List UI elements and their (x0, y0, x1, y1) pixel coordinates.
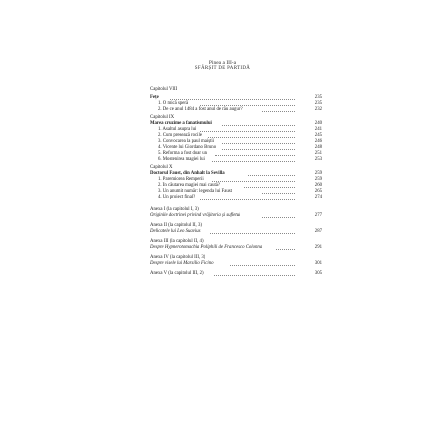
part-title: Pinea a III-a (208, 60, 237, 66)
toc-entry: 3. Convocarea la paul maiștii 246 (158, 139, 322, 144)
toc-entry: 2. În căutarea magiei mai caută? 260 (158, 183, 322, 188)
dot-leader (210, 233, 295, 234)
toc-annex-heading: Anexa I (la capitolul I, 3) (150, 207, 199, 212)
toc-entry: 2. De ce anul 1484 a fost anul de rău augur? 232 (158, 107, 322, 112)
dot-leader (262, 217, 295, 218)
toc-entry: 2. Cum presează rocile 245 (158, 133, 322, 138)
toc-entry: Marea cruzime a fanatismului 240 (150, 121, 322, 126)
toc-entry: 1. Paremiorea Remperii 259 (158, 177, 322, 182)
toc-entry: 1. O mică speră 235 (158, 101, 322, 106)
toc-entry: Fețe 235 (150, 95, 322, 100)
toc-annex-heading: Anexa IV (la capitolul III, 3) (150, 255, 206, 260)
toc-annex-heading: Anexa II (la capitolul II, 3) (150, 223, 202, 228)
toc-annex-entry: Anexa V (la capitolul III, 2) 305 (150, 271, 322, 276)
toc-annex-entry: Originile doctrinei privind vrăjitoria și sufletul 277 (150, 213, 322, 218)
dot-leader (214, 275, 295, 276)
toc-entry: 6. Mostenirea magiei lui 253 (158, 157, 322, 162)
dot-leader (212, 161, 295, 162)
toc-entry: 1. Asaltul asupra lui 241 (158, 127, 322, 132)
toc-annex-entry: Despre visele lui Marsilio Ficino 301 (150, 261, 322, 266)
part-subtitle: SFÂRȘIT DE PARTIDĂ (194, 66, 251, 71)
dot-leader (276, 249, 295, 250)
toc-annex-heading: Anexa III (la capitolul II, 4) (150, 239, 204, 244)
toc-entry: 5. Reforma a fost doar un 251 (158, 151, 322, 156)
toc-chapter-x: Capitolul X (150, 165, 173, 170)
toc-chapter-ix: Capitolul IX (150, 115, 175, 120)
toc-entry: 4. Un proiect final? 274 (158, 195, 322, 200)
toc-entry: 4. Vicente lui Giordano Bruno 248 (158, 145, 322, 150)
dot-leader (230, 265, 295, 266)
toc-annex-entry: Despre Hypnerotomachia Poliphili de Francesco Colonna 291 (150, 245, 322, 250)
toc-entry: Doctorul Faust, din Anhalt la Sevilla 259 (150, 171, 322, 176)
toc-annex-entry: Delicatele lui Leo Suavius 287 (150, 229, 322, 234)
toc-chapter-viii: Capitolul VIII (150, 87, 178, 92)
toc-entry: 3. Un anumit număr: legenda lui Faust 265 (158, 189, 322, 194)
dot-leader (262, 111, 295, 112)
dot-leader (200, 199, 295, 200)
